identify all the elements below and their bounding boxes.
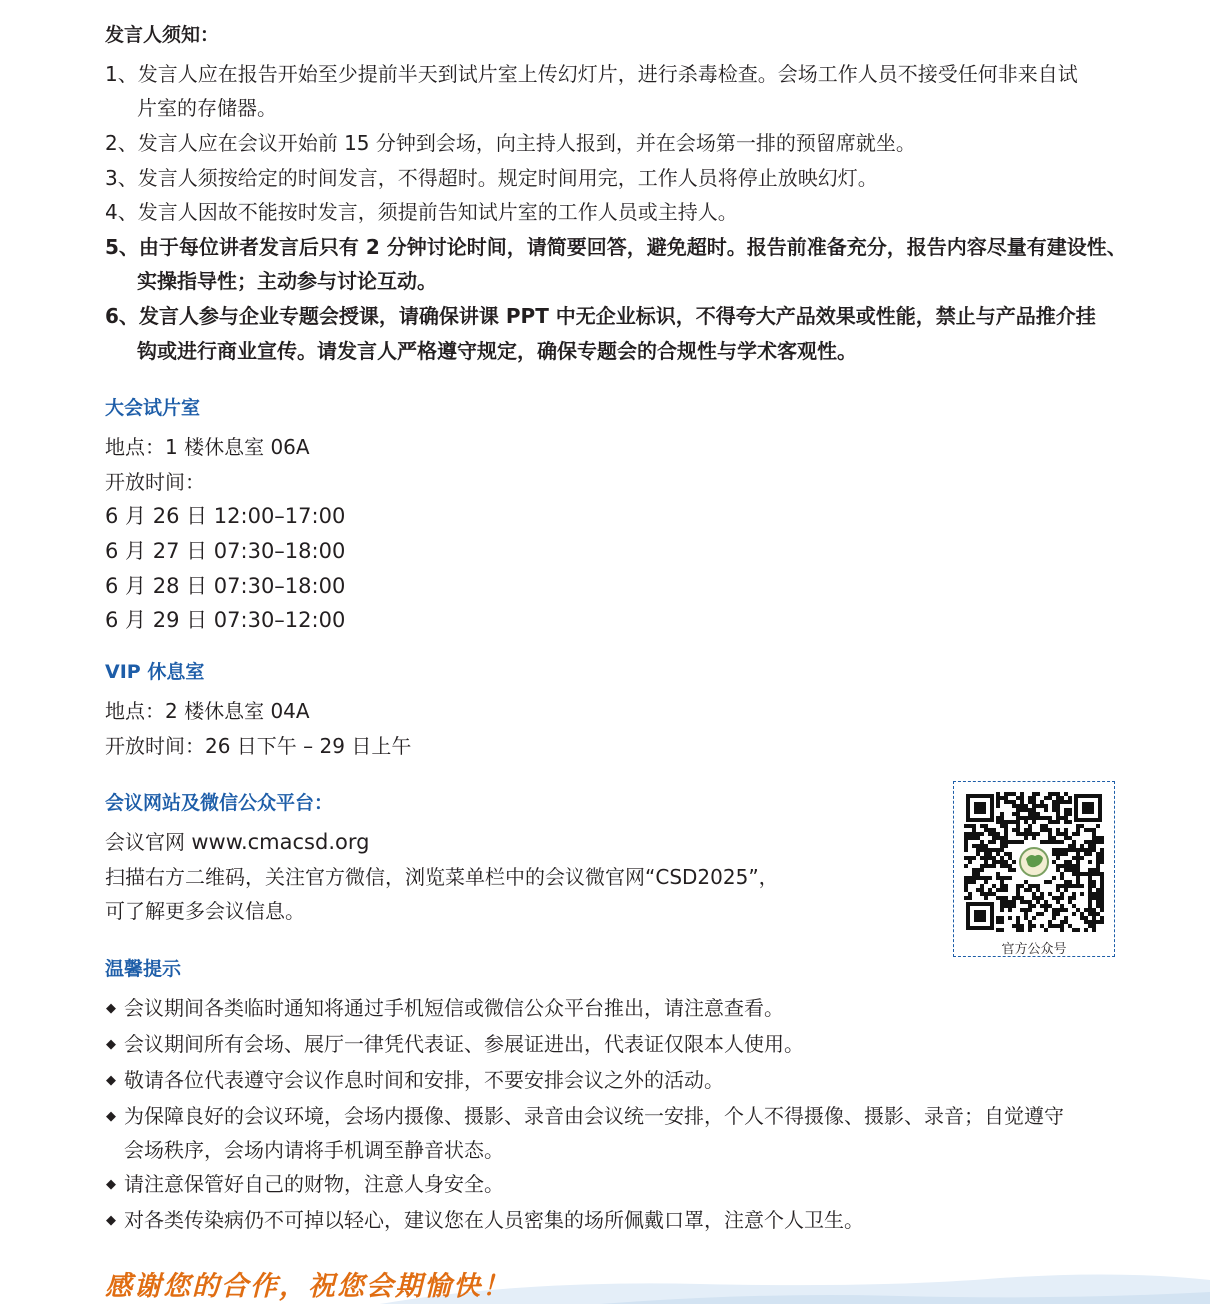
- diamond-bullet-icon: ◆: [106, 1177, 116, 1192]
- notice-item-6-line-1: 6、发言人参与企业专题会授课，请确保讲课 PPT 中无企业标识，不得夸大产品效果或性能，禁止与产品推介挂: [105, 304, 1096, 328]
- website-desc-line-2: 可了解更多会议信息。: [105, 899, 305, 923]
- diamond-bullet-icon: ◆: [106, 1213, 116, 1228]
- diamond-bullet-icon: ◆: [106, 1073, 116, 1088]
- notice-item-6-line-2: 钩或进行商业宣传。请发言人严格遵守规定，确保专题会的合规性与学术客观性。: [137, 339, 857, 363]
- tip-item-4-line-2: 会场秩序，会场内请将手机调至静音状态。: [124, 1138, 504, 1162]
- notice-item-4: 4、发言人因故不能按时发言，须提前告知试片室的工作人员或主持人。: [105, 200, 738, 224]
- preview-room-title: 大会试片室: [105, 397, 201, 419]
- tip-item-3: 敬请各位代表遵守会议作息时间和安排，不要安排会议之外的活动。: [124, 1068, 724, 1092]
- tip-item-6: 对各类传染病仍不可掉以轻心，建议您在人员密集的场所佩戴口罩，注意个人卫生。: [124, 1208, 864, 1232]
- preview-room-hours-4: 6 月 29 日 07:30–12:00: [105, 608, 346, 632]
- tip-item-1: 会议期间各类临时通知将通过手机短信或微信公众平台推出，请注意查看。: [124, 996, 784, 1020]
- tip-item-2: 会议期间所有会场、展厅一律凭代表证、参展证进出，代表证仅限本人使用。: [124, 1032, 804, 1056]
- diamond-bullet-icon: ◆: [106, 1109, 116, 1124]
- notice-item-1-line-1: 1、发言人应在报告开始至少提前半天到试片室上传幻灯片，进行杀毒检查。会场工作人员不接受任何非来自试: [105, 62, 1078, 86]
- qr-caption: 官方公众号: [1001, 942, 1067, 957]
- vip-room-location: 地点：2 楼休息室 04A: [105, 699, 310, 723]
- tips-title: 温馨提示: [105, 958, 182, 980]
- preview-room-location: 地点：1 楼休息室 06A: [105, 435, 310, 459]
- website-desc-line-1: 扫描右方二维码，关注官方微信，浏览菜单栏中的会议微官网“CSD2025”，: [105, 865, 779, 889]
- vip-room-hours: 开放时间：26 日下午 – 29 日上午: [105, 734, 412, 758]
- vip-room-title: VIP 休息室: [105, 661, 205, 683]
- preview-room-hours-label: 开放时间：: [105, 470, 205, 494]
- website-line: [105, 829, 369, 855]
- preview-room-hours-1: 6 月 26 日 12:00–17:00: [105, 504, 346, 528]
- website-label: 会议官网: [105, 830, 185, 854]
- notice-item-2: 2、发言人应在会议开始前 15 分钟到会场，向主持人报到，并在会场第一排的预留席就坐。: [105, 131, 916, 155]
- notice-item-3: 3、发言人须按给定的时间发言，不得超时。规定时间用完，工作人员将停止放映幻灯。: [105, 166, 878, 190]
- qr-code-panel: [953, 781, 1115, 957]
- preview-room-hours-3: 6 月 28 日 07:30–18:00: [105, 574, 346, 598]
- notice-item-5-line-2: 实操指导性；主动参与讨论互动。: [137, 269, 437, 293]
- diamond-bullet-icon: ◆: [106, 1001, 116, 1016]
- closing-message: 感谢您的合作，祝您会期愉快！: [105, 1271, 511, 1302]
- qr-code-image[interactable]: [964, 792, 1104, 932]
- website-title: 会议网站及微信公众平台：: [105, 792, 334, 814]
- preview-room-hours-2: 6 月 27 日 07:30–18:00: [105, 539, 346, 563]
- tip-item-5: 请注意保管好自己的财物，注意人身安全。: [124, 1172, 504, 1196]
- speaker-notice-title: 发言人须知：: [105, 24, 220, 46]
- tip-item-4-line-1: 为保障良好的会议环境，会场内摄像、摄影、录音由会议统一安排，个人不得摄像、摄影、录音；自觉遵守: [124, 1104, 1064, 1128]
- notice-item-1-line-2: 片室的存储器。: [137, 96, 277, 120]
- diamond-bullet-icon: ◆: [106, 1037, 116, 1052]
- notice-item-5-line-1: 5、由于每位讲者发言后只有 2 分钟讨论时间，请简要回答，避免超时。报告前准备充分，报告内容尽量有建设性、: [105, 235, 1127, 259]
- website-url-link[interactable]: www.cmacsd.org: [191, 830, 370, 854]
